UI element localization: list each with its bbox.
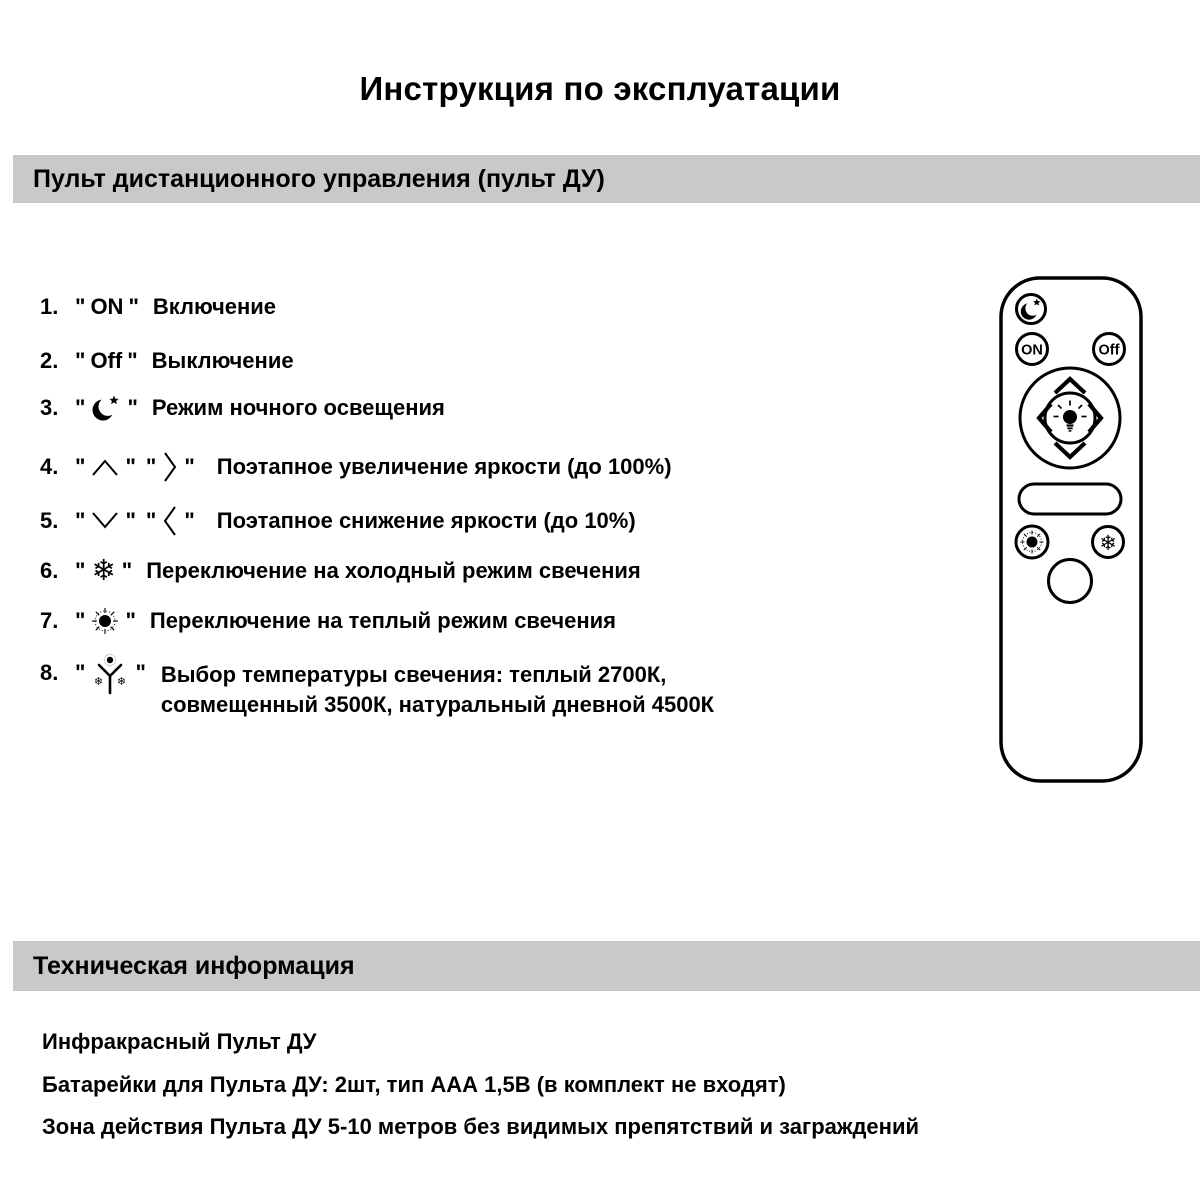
item-number: 2. [40,348,59,373]
list-item-on [40,294,276,320]
item-text: Поэтапное увеличение яркости (до 100%) [216,454,672,479]
item-number: 1. [40,294,59,319]
quote-mark: " [75,558,86,583]
list-item-warm-mode [40,606,616,636]
chevron-left-icon [161,503,179,539]
item-number: 3. [40,395,59,420]
moon-icon [90,392,122,424]
section-heading-remote [13,155,1200,203]
chevron-up-icon [90,455,120,479]
item-number: 5. [40,508,59,533]
quote-mark: " [127,348,138,373]
tech-info-line: Зона действия Пульта ДУ 5-10 метров без видимых препятствий и заграждений [42,1114,920,1139]
section-heading-remote-label: Пульт дистанционного управления (пульт ДУ) [33,164,605,193]
remote-on-label: ON [1021,342,1043,359]
color-temperature-icon [90,653,130,699]
snowflake-icon: ❄ [91,555,116,587]
quote-mark: " [75,454,86,479]
snowflake-icon: ❄ [94,676,104,688]
quote-mark: " [125,508,136,533]
quote-mark: " [184,508,195,533]
quote-mark: " [75,294,86,319]
remote-control-diagram [999,276,1144,784]
quote-mark: " [125,454,136,479]
item-text: Переключение на холодный режим свечения [146,558,641,583]
item-text [161,660,714,720]
quote-mark: " [184,454,195,479]
page-title: Инструкция по эксплуатации [359,70,841,107]
item-number: 4. [40,454,59,479]
list-item-cold-mode [40,556,641,586]
tech-info-line: Инфракрасный Пульт ДУ [42,1029,317,1054]
snowflake-icon: ❄ [1099,532,1117,555]
item-text-line1: Выбор температуры свечения: теплый 2700К, [160,662,667,687]
quote-mark: " [145,454,157,479]
quote-mark: " [128,294,139,319]
item-number: 8. [40,660,59,685]
item-text-line2: совмещенный 3500К, натуральный дневной 4500К [160,692,715,717]
quote-mark: " [75,660,86,685]
chevron-down-icon [90,509,120,533]
quote-mark: " [145,508,157,533]
item-text: Поэтапное снижение яркости (до 10%) [216,508,636,533]
sun-icon [90,606,120,636]
list-item-off [40,348,294,374]
quote-mark: " [75,608,86,633]
item-number: 6. [40,558,59,583]
button-label-on: ON [90,294,124,319]
remote-off-label: Off [1098,342,1120,359]
section-heading-tech [13,941,1200,991]
sun-icon [1027,537,1038,548]
list-item-color-temperature [40,660,714,720]
remote-warm-button [1016,526,1048,558]
list-item-night-mode [40,392,445,424]
chevron-right-icon [161,449,179,485]
quote-mark: " [75,348,86,373]
quote-mark: " [75,395,86,420]
list-item-brightness-up [40,449,672,485]
item-number: 7. [40,608,59,633]
quote-mark: " [75,508,86,533]
quote-mark: " [125,608,136,633]
item-text: Режим ночного освещения [151,395,445,420]
item-text: Переключение на теплый режим свечения [149,608,617,633]
item-text: Выключение [151,348,294,373]
quote-mark: " [135,660,146,685]
button-label-off: Off [90,348,123,373]
list-item-brightness-down [40,503,636,539]
quote-mark: " [127,395,138,420]
section-heading-tech-label: Техническая информация [33,951,355,980]
snowflake-icon: ❄ [117,676,127,688]
tech-info-line: Батарейки для Пульта ДУ: 2шт, тип ААА 1,5В (в комплект не входят) [42,1072,786,1097]
item-text: Включение [152,294,277,319]
quote-mark: " [121,558,133,583]
